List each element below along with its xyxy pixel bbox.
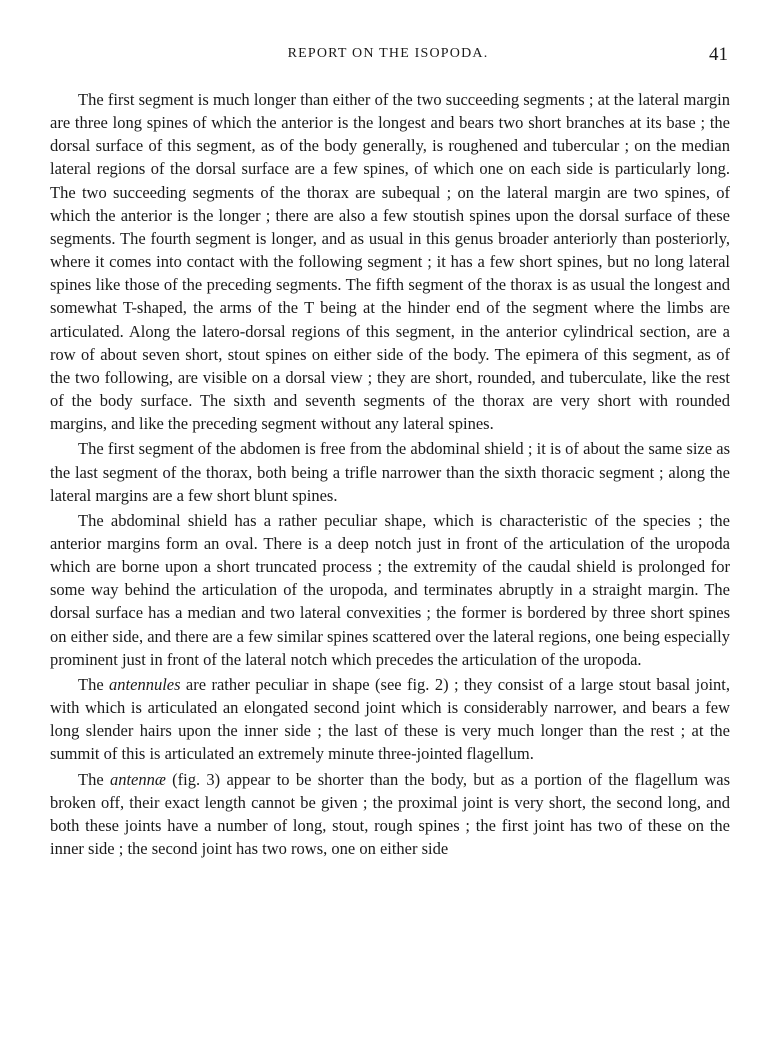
paragraph-lead: The [78, 769, 110, 789]
term-antennae: antennæ [109, 769, 166, 789]
paragraph-body: (fig. 3) appear to be shorter than the body, but as a portion of the flagellum was broken off, their exact length cannot be given ; the proximal joint is very short, the second long, and both these joints have a number of long, stout, rough spines ; the first joint has two of these on the inner side ; the second joint has two rows, one on either side [50, 769, 730, 858]
page-header [0, 44, 776, 68]
page-number: 41 [709, 44, 728, 65]
term-antennules: antennules [109, 674, 181, 694]
body-text [50, 88, 730, 862]
paragraph-lead: The [78, 674, 110, 694]
paragraph-body: are rather peculiar in shape (see fig. 2) ; they consist of a large stout basal joint, with which is articulated an elongated second joint which is considerably narrower, and bears a few long slender hairs upon the inner side ; the last of these is very much longer than the rest ; at the summit of this is articulated an extremely minute three-jointed flagellum. [50, 674, 730, 764]
paragraph-thorax-segments: The first segment is much longer than either of the two succeeding segments ; at the lateral margin are three long spines of which the anterior is the longest and bears two short branches at its base ; the dorsal surface of this segment, as of the body generally, is roughened and tubercular ; on the median lateral regions of the dorsal surface are a few spines, of which one on each side is particularly long. The two succeeding segments of the thorax are subequal ; on the lateral margin are two spines, of which the anterior is the longer ; there are also a few stoutish spines upon the dorsal surface of these segments. The fourth segment is longer, and as usual in this genus broader anteriorly than posteriorly, where it comes into contact with the following segment ; it has a few short spines, but no long lateral spines like those of the preceding segments. The fifth segment of the thorax is as usual the longest and somewhat T-shaped, the arms of the T being at the hinder end of the segment where the limbs are articulated. Along the latero-dorsal regions of this segment, in the anterior cylindrical section, are a row of about seven short, stout spines on either side of the body. The epimera of this segment, as of the two following, are visible on a dorsal view ; they are short, rounded, and tuberculate, like the rest of the body surface. The sixth and seventh segments of the thorax are very short with rounded margins, and like the preceding segment without any lateral spines. [50, 90, 730, 434]
running-title: REPORT ON THE ISOPODA. [287, 46, 489, 61]
paragraph-abdominal-shield: The abdominal shield has a rather peculiar shape, which is characteristic of the species ; the anterior margins form an oval. There is a deep notch just in front of the articulation of the uropoda which are borne upon a short truncated process ; the extremity of the caudal shield is prolonged for some way behind the articulation of the uropoda, and terminates abruptly in a straight margin. The dorsal surface has a median and two lateral convexities ; the former is bordered by three short spines on either side, and there are a few similar spines scattered over the lateral regions, one being especially prominent just in front of the lateral notch which precedes the articulation of the uropoda. [50, 510, 730, 669]
paragraph-antennae [50, 768, 730, 861]
paragraph-abdomen-first-segment: The first segment of the abdomen is free from the abdominal shield ; it is of about the same size as the last segment of the thorax, both being a trifle narrower than the sixth thoracic segment ; along the lateral margins are a few short blunt spines. [50, 439, 730, 505]
paragraph-antennules [50, 673, 730, 766]
